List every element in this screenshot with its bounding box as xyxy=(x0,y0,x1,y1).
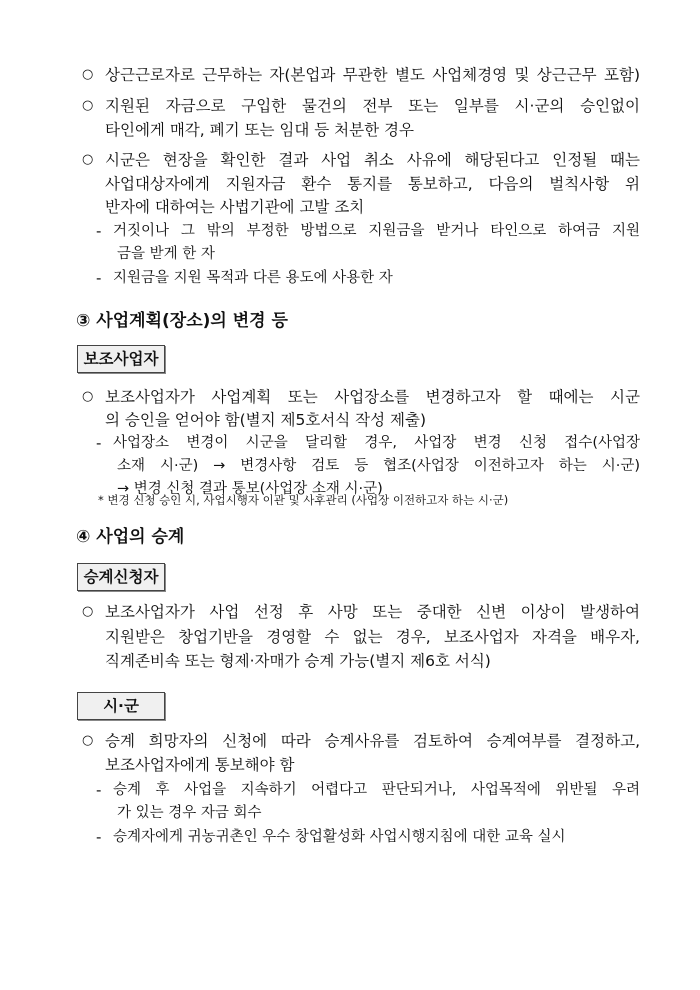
bullet-icon: ○ xyxy=(82,604,94,619)
dash-icon: - xyxy=(96,781,102,799)
label-box-subsidy-operator: 보조사업자 xyxy=(77,345,165,373)
sub-item-line: 금을 받게 한 자 xyxy=(117,246,215,262)
paragraph-line: 보조사업자에게 통보해야 함 xyxy=(105,756,295,774)
footnote: * 변경 신청 승인 시, 사업시행자 이관 및 사후관리 (사업장 이전하고자 하는 시·군) xyxy=(98,493,509,507)
sub-item-line: 승계 후 사업을 지속하기 어렵다고 판단되거나, 사업목적에 위반될 우려 xyxy=(113,782,640,798)
paragraph-line: 상근근로자로 근무하는 자(본업과 무관한 별도 사업체경영 및 상근근무 포함) xyxy=(105,66,640,84)
bullet-icon: ○ xyxy=(82,389,94,404)
sub-item-line: 사업장소 변경이 시군을 달리할 경우, 사업장 변경 신청 접수(사업장 xyxy=(113,435,640,451)
dash-icon: - xyxy=(96,828,102,846)
sub-item-line: 소재 시·군) → 변경사항 검토 등 협조(사업장 이전하고자 하는 시·군) xyxy=(117,458,640,474)
paragraph-line: 보조사업자가 사업 선정 후 사망 또는 중대한 신변 이상이 발생하여 xyxy=(105,603,640,621)
sub-item-line: 승계자에게 귀농귀촌인 우수 창업활성화 사업시행지침에 대한 교육 실시 xyxy=(113,829,566,845)
section-3-heading: ③ 사업계획(장소)의 변경 등 xyxy=(76,311,288,331)
dash-icon: - xyxy=(96,222,102,240)
paragraph-line: 지원된 자금으로 구입한 물건의 전부 또는 일부를 시·군의 승인없이 xyxy=(105,97,640,115)
bullet-icon: ○ xyxy=(82,152,94,167)
paragraph-line: 의 승인을 얻어야 함(별지 제5호서식 작성 제출) xyxy=(105,411,427,429)
paragraph-line: 사업대상자에게 지원자금 환수 통지를 통보하고, 다음의 벌칙사항 위 xyxy=(105,175,640,193)
paragraph-line: 승계 희망자의 신청에 따라 승계사유를 검토하여 승계여부를 결정하고, xyxy=(105,732,640,750)
paragraph-line: 직계존비속 또는 형제·자매가 승계 가능(별지 제6호 서식) xyxy=(105,652,491,670)
sub-item-line: 가 있는 경우 자금 회수 xyxy=(117,805,262,821)
bullet-icon: ○ xyxy=(82,733,94,748)
paragraph-line: 반자에 대하여는 사법기관에 고발 조치 xyxy=(105,198,365,216)
bullet-icon: ○ xyxy=(82,67,94,82)
dash-icon: - xyxy=(96,269,102,287)
sub-item-line: → 변경 신청 결과 통보(사업장 소재 시·군) xyxy=(117,481,383,497)
sub-item-line: 지원금을 지원 목적과 다른 용도에 사용한 자 xyxy=(113,270,393,286)
dash-icon: - xyxy=(96,434,102,452)
sub-item-line: 거짓이나 그 밖의 부정한 방법으로 지원금을 받거나 타인으로 하여금 지원 xyxy=(113,223,640,239)
paragraph-line: 타인에게 매각, 폐기 또는 임대 등 처분한 경우 xyxy=(105,121,414,139)
paragraph-line: 지원받은 창업기반을 경영할 수 없는 경우, 보조사업자 자격을 배우자, xyxy=(105,628,640,646)
label-box-city-county: 시·군 xyxy=(77,692,165,720)
label-box-succession-applicant: 승계신청자 xyxy=(77,563,165,591)
section-4-heading: ④ 사업의 승계 xyxy=(76,527,185,547)
paragraph-line: 보조사업자가 사업계획 또는 사업장소를 변경하고자 할 때에는 시군 xyxy=(105,388,640,406)
paragraph-line: 시군은 현장을 확인한 결과 사업 취소 사유에 해당된다고 인정될 때는 xyxy=(105,151,640,169)
bullet-icon: ○ xyxy=(82,98,94,113)
